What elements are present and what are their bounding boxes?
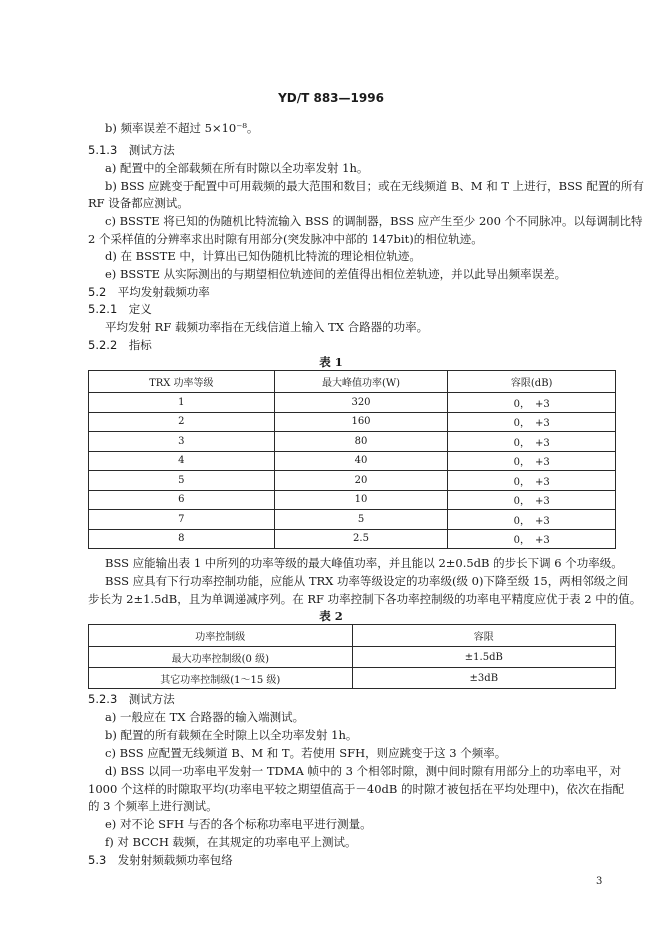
table-cell: 8 bbox=[89, 529, 275, 549]
table-cell: 6 bbox=[89, 490, 275, 510]
table-cell: 40 bbox=[274, 451, 448, 471]
text-line: 平均发射 RF 载频功率指在无线信道上输入 TX 合路器的功率。 bbox=[105, 320, 429, 334]
table-row bbox=[89, 668, 616, 689]
table-cell: 0， +3 bbox=[448, 471, 616, 491]
table-cell: 0， +3 bbox=[448, 393, 616, 413]
table-cell: 5 bbox=[274, 510, 448, 530]
text-line: RF 设备都应测试。 bbox=[88, 196, 189, 210]
table-cell: 10 bbox=[274, 490, 448, 510]
text-line: e) BSSTE 从实际测出的与期望相位轨迹间的差值得出相位差轨迹，并以此导出频率误差。 bbox=[105, 267, 567, 281]
section-heading: 5.2 平均发射载频功率 bbox=[88, 285, 210, 299]
column-header: 容限 bbox=[352, 625, 615, 647]
table-cell: 80 bbox=[274, 432, 448, 452]
table-cell: 其它功率控制级(1～15 级) bbox=[89, 668, 353, 689]
text-line: f) 对 BCCH 载频，在其规定的功率电平上测试。 bbox=[105, 835, 357, 849]
section-heading: 5.2.3 测试方法 bbox=[88, 692, 175, 706]
section-heading: 5.1.3 测试方法 bbox=[88, 143, 175, 157]
table-row bbox=[89, 471, 616, 491]
text-line: 2 个采样值的分辨率求出时隙有用部分(突发脉冲中部的 147bit)的相位轨迹。 bbox=[88, 232, 483, 246]
table-row bbox=[89, 412, 616, 432]
table-cell: ±3dB bbox=[352, 668, 615, 689]
column-header: 功率控制级 bbox=[89, 625, 353, 647]
text-line: e) 对不论 SFH 与否的各个标称功率电平进行测量。 bbox=[105, 817, 372, 831]
column-header: TRX 功率等级 bbox=[89, 371, 275, 393]
table1 bbox=[88, 370, 616, 549]
text-line: BSS 应能输出表 1 中所列的功率等级的最大峰值功率，并且能以 2±0.5dB 的步长下调 6 个功率级。 bbox=[105, 556, 623, 570]
section-heading: 5.3 发射射频载频功率包络 bbox=[88, 853, 233, 867]
table-cell: 20 bbox=[274, 471, 448, 491]
text-line: d) BSS 以同一功率电平发射一 TDMA 帧中的 3 个相邻时隙，测中间时隙有用部分上的功率电平，对 bbox=[105, 764, 622, 778]
table-cell: 7 bbox=[89, 510, 275, 530]
table-row bbox=[89, 432, 616, 452]
section-heading: 5.2.1 定义 bbox=[88, 302, 152, 316]
column-header: 最大峰值功率(W) bbox=[274, 371, 448, 393]
table-cell: 160 bbox=[274, 412, 448, 432]
table-row bbox=[89, 451, 616, 471]
table-cell: 320 bbox=[274, 393, 448, 413]
text-line: BSS 应具有下行功率控制功能，应能从 TRX 功率等级设定的功率级(级 0)下降至级 15，两相邻级之间 bbox=[105, 574, 629, 588]
table-cell: 5 bbox=[89, 471, 275, 491]
table-cell: 0， +3 bbox=[448, 529, 616, 549]
text-line: b) 配置的所有载频在全时隙上以全功率发射 1h。 bbox=[105, 728, 358, 742]
text-line: 的 3 个频率上进行测试。 bbox=[88, 799, 218, 813]
table-cell: 0， +3 bbox=[448, 432, 616, 452]
table-row bbox=[89, 647, 616, 668]
table-cell: 最大功率控制级(0 级) bbox=[89, 647, 353, 668]
page-number: 3 bbox=[596, 876, 603, 887]
table-header-row bbox=[89, 371, 616, 393]
table-cell: 2.5 bbox=[274, 529, 448, 549]
table-cell: 0， +3 bbox=[448, 510, 616, 530]
text-line: c) BSS 应配置无线频道 B、M 和 T。若使用 SFH，则应跳变于这 3 个频率。 bbox=[105, 746, 507, 760]
text-line: a) 一般应在 TX 合路器的输入端测试。 bbox=[105, 710, 305, 724]
table2 bbox=[88, 624, 616, 689]
table-cell: 0， +3 bbox=[448, 490, 616, 510]
text-line: b) BSS 应跳变于配置中可用载频的最大范围和数目；或在无线频道 B、M 和 T 上进行，BSS 配置的所有 bbox=[105, 179, 644, 193]
text-line: 步长为 2±1.5dB，且为单调递减序列。在 RF 功率控制下各功率控制级的功率电平精度应优于表 2 中的值。 bbox=[88, 592, 642, 606]
column-header: 容限(dB) bbox=[448, 371, 616, 393]
section-heading: 5.2.2 指标 bbox=[88, 338, 152, 352]
table-cell: 0， +3 bbox=[448, 451, 616, 471]
table-cell: 0， +3 bbox=[448, 412, 616, 432]
doc-header: YD/T 883—1996 bbox=[278, 91, 384, 105]
table-cell: 4 bbox=[89, 451, 275, 471]
text-line: c) BSSTE 将已知的伪随机比特流输入 BSS 的调制器，BSS 应产生至少 200 个不同脉冲。以每调制比特 bbox=[105, 214, 643, 228]
text-line: b) 频率误差不超过 5×10⁻⁸。 bbox=[105, 121, 259, 135]
table-row bbox=[89, 490, 616, 510]
table1-caption: 表 1 bbox=[319, 355, 343, 369]
table-row bbox=[89, 393, 616, 413]
table-cell: 3 bbox=[89, 432, 275, 452]
table-row bbox=[89, 510, 616, 530]
text-line: 1000 个这样的时隙取平均(功率电平较之期望值高于－40dB 的时隙才被包括在平均处理中)，依次在指配 bbox=[88, 782, 624, 796]
table-cell: 2 bbox=[89, 412, 275, 432]
table2-caption: 表 2 bbox=[319, 609, 343, 623]
text-line: d) 在 BSSTE 中，计算出已知伪随机比特流的理论相位轨迹。 bbox=[105, 249, 421, 263]
table-cell: ±1.5dB bbox=[352, 647, 615, 668]
table-cell: 1 bbox=[89, 393, 275, 413]
text-line: a) 配置中的全部载频在所有时隙以全功率发射 1h。 bbox=[105, 161, 369, 175]
table-row bbox=[89, 529, 616, 549]
table-header-row bbox=[89, 625, 616, 647]
